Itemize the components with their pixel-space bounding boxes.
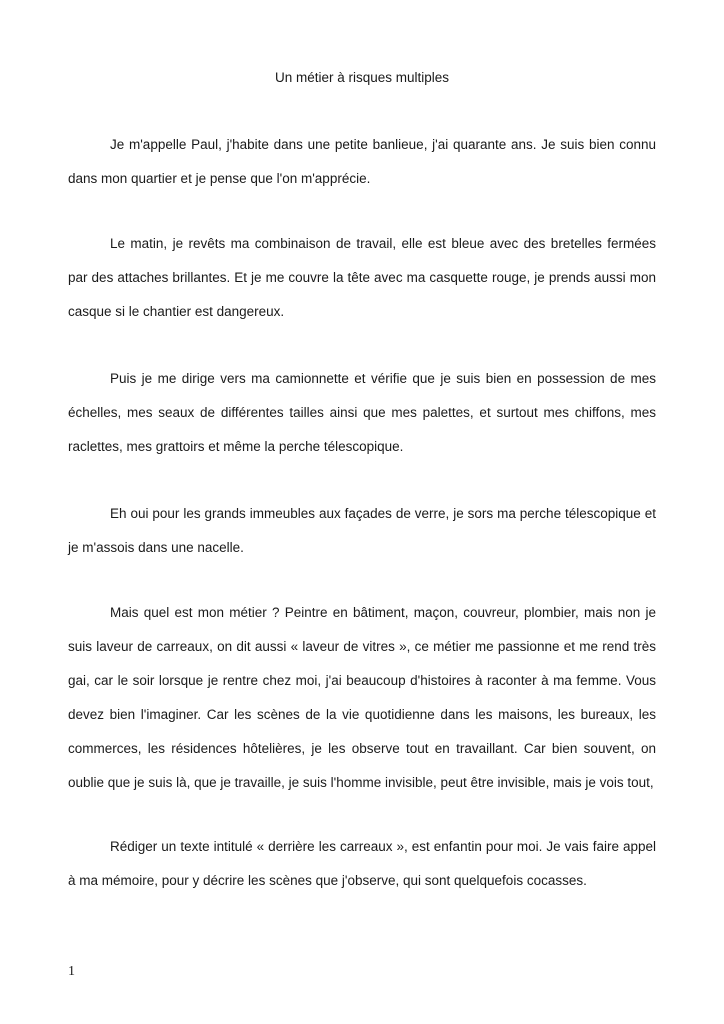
paragraph-2: Le matin, je revêts ma combinaison de travail, elle est bleue avec des bretelles fermées par des attaches brillantes. Et je me couvre la tête avec ma casquette rouge, je prends aussi mon casque si le chantier est dangereux. [68,236,656,319]
paragraph-1: Je m'appelle Paul, j'habite dans une petite banlieue, j'ai quarante ans. Je suis bien connu dans mon quartier et je pense que l'on m'apprécie. [68,137,656,186]
paragraph-4: Eh oui pour les grands immeubles aux façades de verre, je sors ma perche télescopique et je m'assois dans une nacelle. [68,506,656,555]
document-title: Un métier à risques multiples [274,70,450,85]
paragraph-6: Rédiger un texte intitulé « derrière les carreaux », est enfantin pour moi. Je vais faire appel à ma mémoire, pour y décrire les scènes que j'observe, qui sont quelquefois cocasses. [68,839,656,888]
paragraph-5: Mais quel est mon métier ? Peintre en bâtiment, maçon, couvreur, plombier, mais non je suis laveur de carreaux, on dit aussi « laveur de vitres », ce métier me passionne et me rend très gai, car le soir lorsque je rentre chez moi, j'ai beaucoup d'histoires à raconter à ma femme. Vous devez bien l'imaginer. Car les scènes de la vie quotidienne dans les maisons, les bureaux, les commerces, les résidences hôtelières, je les observe tout en travaillant. Car bien souvent, on oublie que je suis là, que je travaille, je suis l'homme invisible, peut être invisible, mais je vois tout, [68,605,656,790]
page-number: 1 [68,964,75,979]
paragraph-3: Puis je me dirige vers ma camionnette et vérifie que je suis bien en possession de mes échelles, mes seaux de différentes tailles ainsi que mes palettes, et surtout mes chiffons, mes raclettes, mes grattoirs et même la perche télescopique. [68,371,656,454]
